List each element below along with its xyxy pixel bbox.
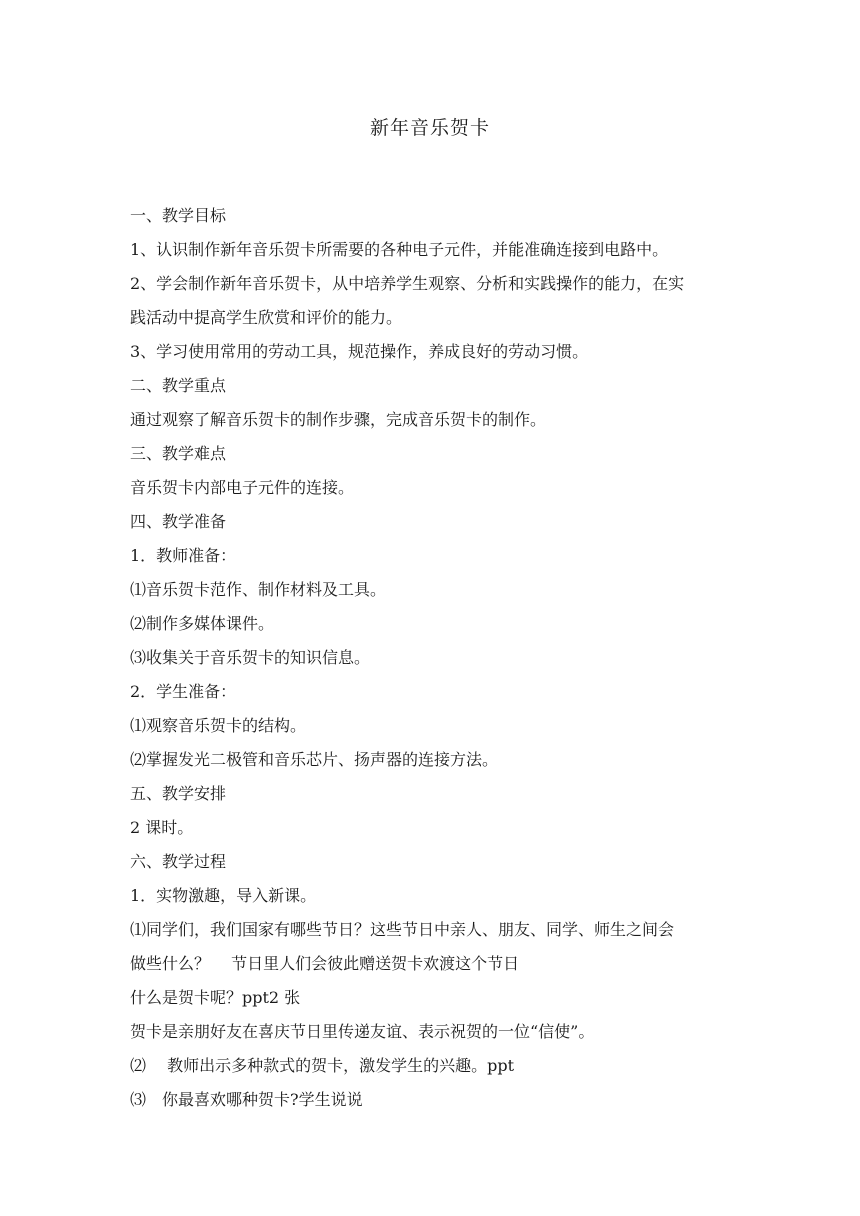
objective-1: 1、认识制作新年音乐贺卡所需要的各种电子元件，并能准确连接到电路中。 — [130, 240, 669, 259]
teacher-preparation-item-1: ⑴音乐贺卡范作、制作材料及工具。 — [130, 580, 387, 599]
teacher-preparation-item-2: ⑵制作多媒体课件。 — [130, 614, 275, 633]
process-step-1-heading: 1．实物激趣，导入新课。 — [130, 886, 317, 905]
document-body — [130, 199, 750, 1117]
difficulties-text: 音乐贺卡内部电子元件的连接。 — [130, 478, 355, 497]
section-heading-preparation: 四、教学准备 — [130, 512, 227, 531]
student-preparation-item-1: ⑴观察音乐贺卡的结构。 — [130, 716, 307, 735]
section-heading-difficulties: 三、教学难点 — [130, 444, 227, 463]
teacher-preparation-heading: 1．教师准备： — [130, 546, 237, 565]
process-definition: 贺卡是亲朋好友在喜庆节日里传递友谊、表示祝贺的一位“信使”。 — [130, 1022, 595, 1041]
objective-3: 3、学习使用常用的劳动工具，规范操作，养成良好的劳动习惯。 — [130, 342, 589, 361]
arrangement-text: 2 课时。 — [130, 818, 194, 837]
section-heading-arrangement: 五、教学安排 — [130, 784, 227, 803]
objective-2-part-1: 2、学会制作新年音乐贺卡，从中培养学生观察、分析和实践操作的能力，在实 — [130, 274, 685, 293]
section-heading-process: 六、教学过程 — [130, 852, 227, 871]
student-preparation-item-2: ⑵掌握发光二极管和音乐芯片、扬声器的连接方法。 — [130, 750, 499, 769]
process-step-1-item-2: ⑵ 教师出示多种款式的贺卡，激发学生的兴趣。ppt — [130, 1056, 515, 1075]
process-question: 什么是贺卡呢？ppt2 张 — [130, 988, 301, 1007]
document-title: 新年音乐贺卡 — [369, 117, 490, 139]
student-preparation-heading: 2．学生准备： — [130, 682, 237, 701]
objective-2-part-2: 践活动中提高学生欣赏和评价的能力。 — [130, 308, 403, 327]
process-step-1-item-3: ⑶ 你最喜欢哪种贺卡?学生说说 — [130, 1090, 363, 1109]
process-step-1-item-1-part-2: 做些什么？ 节日里人们会彼此赠送贺卡欢渡这个节日 — [130, 954, 520, 973]
process-step-1-item-1-part-1: ⑴同学们，我们国家有哪些节日？这些节日中亲人、朋友、同学、师生之间会 — [130, 920, 675, 939]
section-heading-objectives: 一、教学目标 — [130, 206, 227, 225]
section-heading-key-points: 二、教学重点 — [130, 376, 227, 395]
key-points-text: 通过观察了解音乐贺卡的制作步骤，完成音乐贺卡的制作。 — [130, 410, 547, 429]
teacher-preparation-item-3: ⑶收集关于音乐贺卡的知识信息。 — [130, 648, 371, 667]
